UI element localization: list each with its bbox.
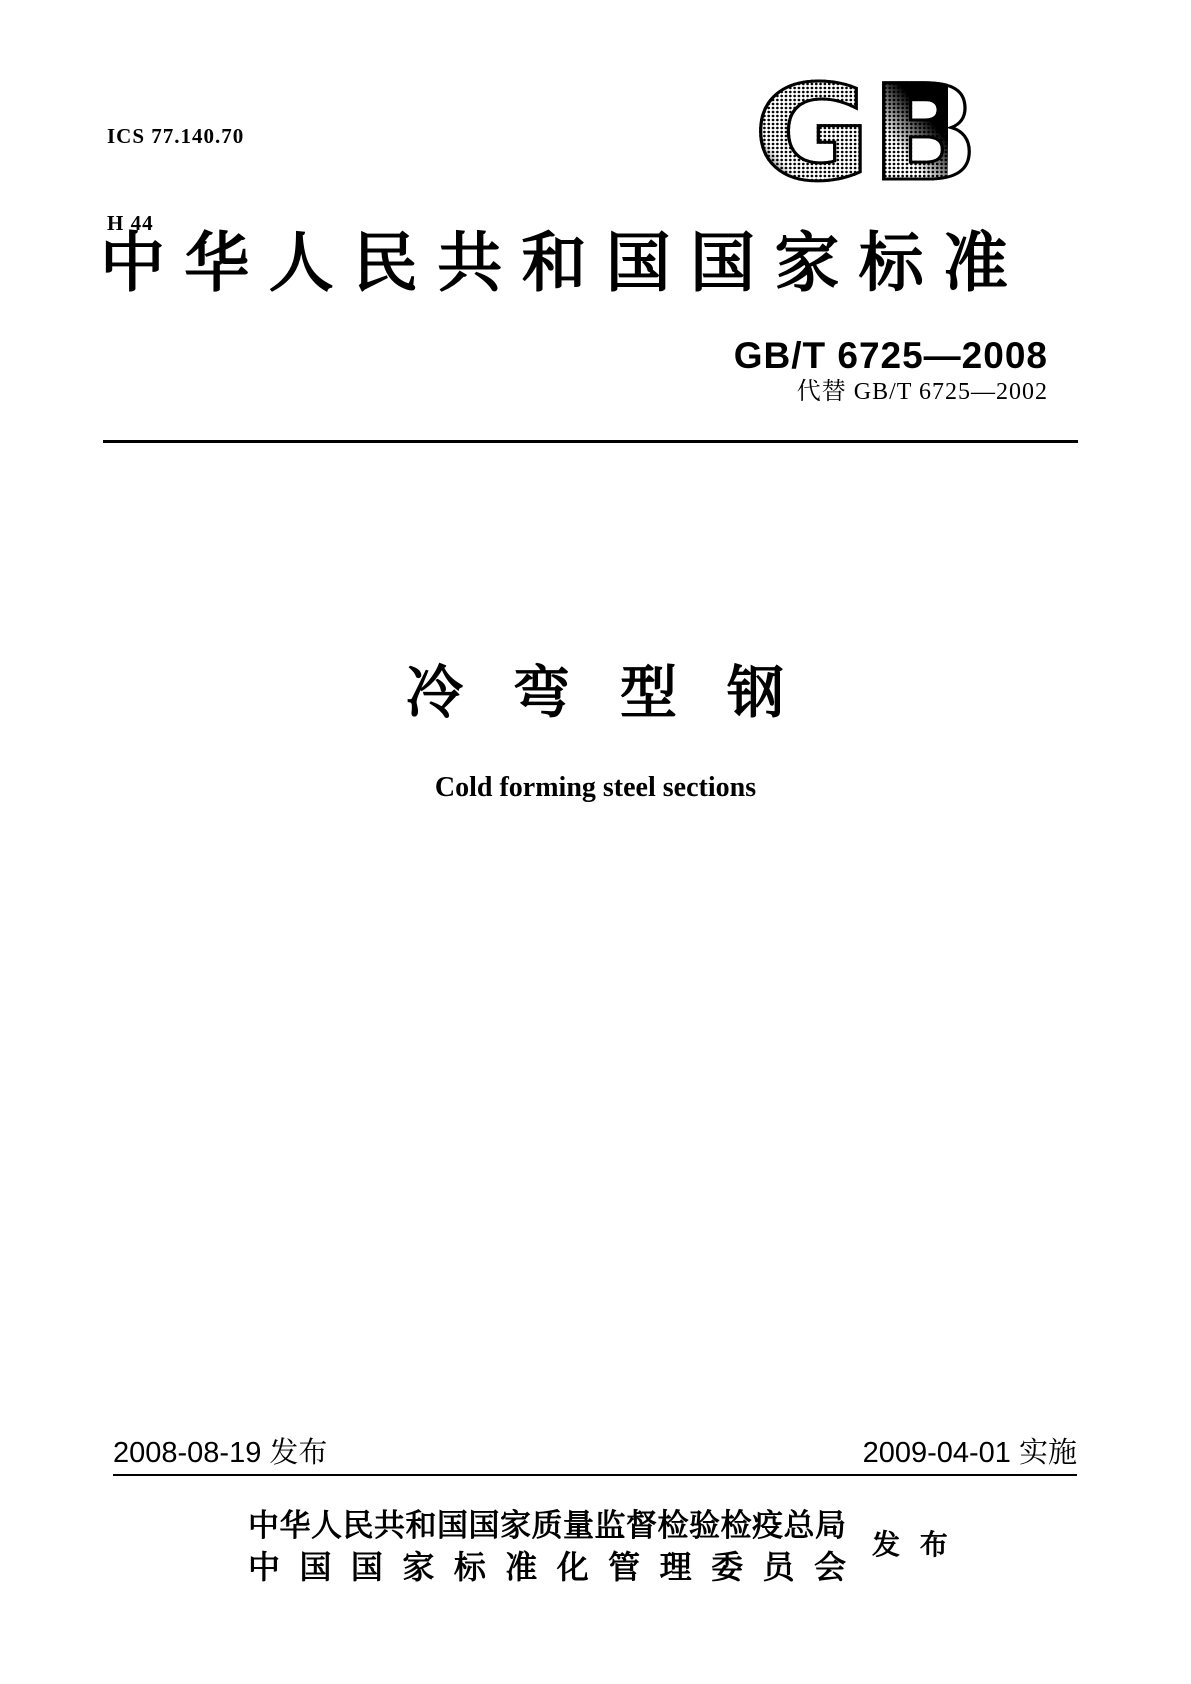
- replaces-note: 代替 GB/T 6725—2002: [796, 379, 1048, 405]
- char: 准: [942, 228, 1008, 300]
- footer-divider: [113, 1474, 1077, 1476]
- char: 质: [531, 1508, 563, 1543]
- standard-code: GB/T 6725—2008: [733, 335, 1048, 376]
- gb-logo: [753, 57, 980, 211]
- char: 标: [453, 1549, 486, 1585]
- issue-date: 2008-08-19 发布: [113, 1437, 328, 1469]
- char: 验: [689, 1508, 720, 1543]
- char: 疫: [752, 1508, 783, 1543]
- char: 民: [342, 1508, 374, 1543]
- char: 会: [813, 1549, 846, 1585]
- char: 国: [350, 1549, 383, 1585]
- document-title-en: Cold forming steel sections: [434, 772, 757, 803]
- gb-logo-text: GB: [753, 57, 980, 211]
- char: 中: [100, 228, 166, 300]
- char: 理: [659, 1549, 692, 1585]
- char: 标: [858, 228, 924, 300]
- char: 局: [815, 1508, 846, 1543]
- char: 人: [268, 228, 334, 300]
- char: 化: [556, 1549, 589, 1585]
- char: 人: [311, 1508, 342, 1543]
- publish-label: 发 布: [872, 1529, 948, 1560]
- document-title-cn: [406, 660, 784, 726]
- char: 国: [437, 1508, 468, 1543]
- char: 督: [626, 1508, 657, 1543]
- char: 和: [405, 1508, 437, 1543]
- char: 华: [184, 228, 250, 300]
- char: 国: [468, 1508, 500, 1543]
- char: 华: [279, 1508, 311, 1543]
- dates-row: [113, 1436, 1077, 1470]
- char: 准: [505, 1549, 538, 1585]
- char: 检: [657, 1508, 689, 1543]
- char: 国: [605, 228, 671, 300]
- issuer-line1: [248, 1506, 846, 1546]
- char: 家: [500, 1508, 531, 1543]
- char: 国: [690, 228, 756, 300]
- char: 家: [402, 1549, 435, 1585]
- char: 国: [299, 1549, 332, 1585]
- implementation-date: 2009-04-01 实施: [862, 1437, 1077, 1469]
- char: 型: [620, 661, 677, 725]
- national-standard-title: [100, 224, 1008, 304]
- char: 共: [374, 1508, 405, 1543]
- char: 弯: [513, 661, 570, 725]
- char: 钢: [727, 661, 784, 725]
- header-divider: [103, 440, 1078, 443]
- issuer-line2: [248, 1547, 846, 1587]
- char: 中: [248, 1508, 279, 1543]
- char: 冷: [406, 661, 463, 725]
- char: 共: [437, 228, 503, 300]
- char: 量: [563, 1508, 594, 1543]
- standard-code-block: [0, 336, 1048, 406]
- char: 和: [521, 228, 587, 300]
- char: 委: [711, 1549, 744, 1585]
- char: 检: [720, 1508, 752, 1543]
- char: 民: [352, 228, 418, 300]
- ics-code: ICS 77.140.70: [107, 124, 245, 148]
- doc-class-code: H 44: [107, 211, 154, 235]
- char: 总: [783, 1508, 815, 1543]
- char: 监: [594, 1508, 626, 1543]
- char: 家: [774, 228, 840, 300]
- char: 管: [608, 1549, 641, 1585]
- char: 员: [762, 1549, 795, 1585]
- char: 中: [248, 1549, 281, 1585]
